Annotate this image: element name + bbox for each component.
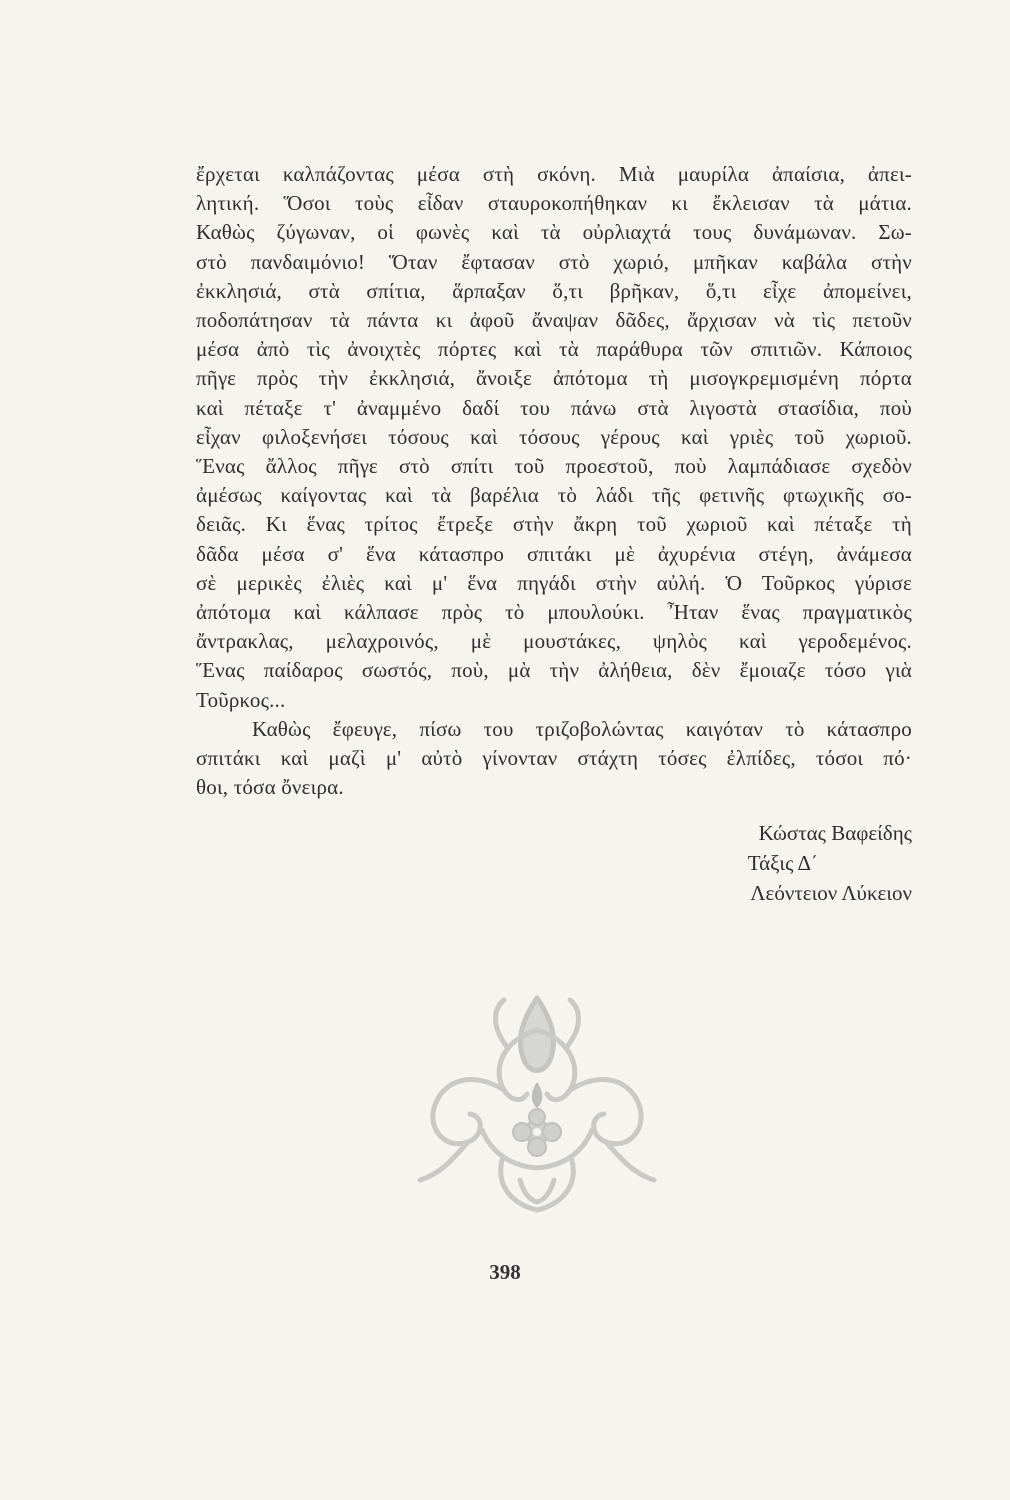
- text-line: Καθὼς ζύγωναν, οἱ φωνὲς καὶ τὰ οὐρλιαχτά τους δυνάμωναν. Σω-: [196, 220, 912, 245]
- body-text: [196, 160, 912, 802]
- author-signature: [592, 818, 912, 908]
- text-line: καὶ πέταξε τ' ἀναμμένο δαδί του πάνω στὰ λιγοστὰ στασίδια, ποὺ: [196, 395, 912, 420]
- text-line: δειᾶς. Κι ἕνας τρίτος ἔτρεξε στὴν ἄκρη τοῦ χωριοῦ καὶ πέταξε τὴ: [196, 512, 912, 537]
- text-line: ἀπότομα καὶ κάλπασε πρὸς τὸ μπουλούκι. Ἦταν ἕνας πραγματικὸς: [196, 600, 912, 625]
- author-name: Κώστας Βαφείδης: [758, 821, 912, 845]
- text-line: ἀμέσως καίγοντας καὶ τὰ βαρέλια τὸ λάδι τῆς φετινῆς φτωχικῆς σο-: [196, 483, 912, 508]
- paragraph-start-line: Καθὼς ἔφευγε, πίσω του τριζοβολώντας καιγόταν τὸ κάτασπρο: [252, 716, 912, 741]
- text-line: Ἕνας παίδαρος σωστός, ποὺ, μὰ τὴν ἀλήθεια, δὲν ἔμοιαζε τόσο γιὰ: [196, 658, 912, 683]
- page-number: 398: [489, 1260, 521, 1284]
- text-line: μέσα ἀπὸ τὶς ἀνοιχτὲς πόρτες καὶ τὰ παράθυρα τῶν σπιτιῶν. Κάποιος: [196, 337, 912, 362]
- text-line: Ἕνας ἄλλος πῆγε στὸ σπίτι τοῦ προεστοῦ, ποὺ λαμπάδιασε σχεδὸν: [196, 454, 912, 479]
- author-school: Λεόντειον Λύκειον: [750, 881, 912, 905]
- text-line: στὸ πανδαιμόνιο! Ὅταν ἔφτασαν στὸ χωριό, μπῆκαν καβάλα στὴν: [196, 249, 912, 274]
- text-line: ποδοπάτησαν τὰ πάντα κι ἀφοῦ ἄναψαν δᾶδες, ἄρχισαν νὰ τὶς πετοῦν: [196, 308, 912, 333]
- text-line: ἐκκλησιά, στὰ σπίτια, ἅρπαξαν ὅ,τι βρῆκαν, ὅ,τι εἶχε ἀπομείνει,: [196, 278, 912, 303]
- text-line: θοι, τόσα ὄνειρα.: [196, 775, 344, 800]
- text-line: λητική. Ὅσοι τοὺς εἶδαν σταυροκοπήθηκαν κι ἔκλεισαν τὰ μάτια.: [196, 191, 912, 216]
- text-line: σπιτάκι καὶ μαζὶ μ' αὐτὸ γίνονταν στάχτη τόσες ἐλπίδες, τόσοι πό·: [196, 746, 912, 771]
- author-class: Τάξις Δ΄: [747, 851, 818, 875]
- text-line: πῆγε πρὸς τὴν ἐκκλησιά, ἄνοιξε ἀπότομα τὴ μισογκρεμισμένη πόρτα: [196, 366, 912, 391]
- text-line: ἔρχεται καλπάζοντας μέσα στὴ σκόνη. Μιὰ μαυρίλα ἀπαίσια, ἀπει-: [196, 162, 912, 186]
- text-line: εἶχαν φιλοξενήσει τόσους καὶ τόσους γέρους καὶ γριὲς τοῦ χωριοῦ.: [196, 424, 912, 449]
- floral-arabesque-icon: [412, 990, 662, 1220]
- text-line: Τοῦρκος...: [196, 687, 286, 712]
- text-line: ἄντρακλας, μελαχροινός, μὲ μουστάκες, ψηλὸς καὶ γεροδεμένος.: [196, 629, 912, 654]
- text-line: δᾶδα μέσα σ' ἕνα κάτασπρο σπιτάκι μὲ ἀχυρένια στέγη, ἀνάμεσα: [196, 541, 912, 566]
- text-line: σὲ μερικὲς ἐλιὲς καὶ μ' ἕνα πηγάδι στὴν αὐλή. Ὁ Τοῦρκος γύρισε: [196, 570, 912, 595]
